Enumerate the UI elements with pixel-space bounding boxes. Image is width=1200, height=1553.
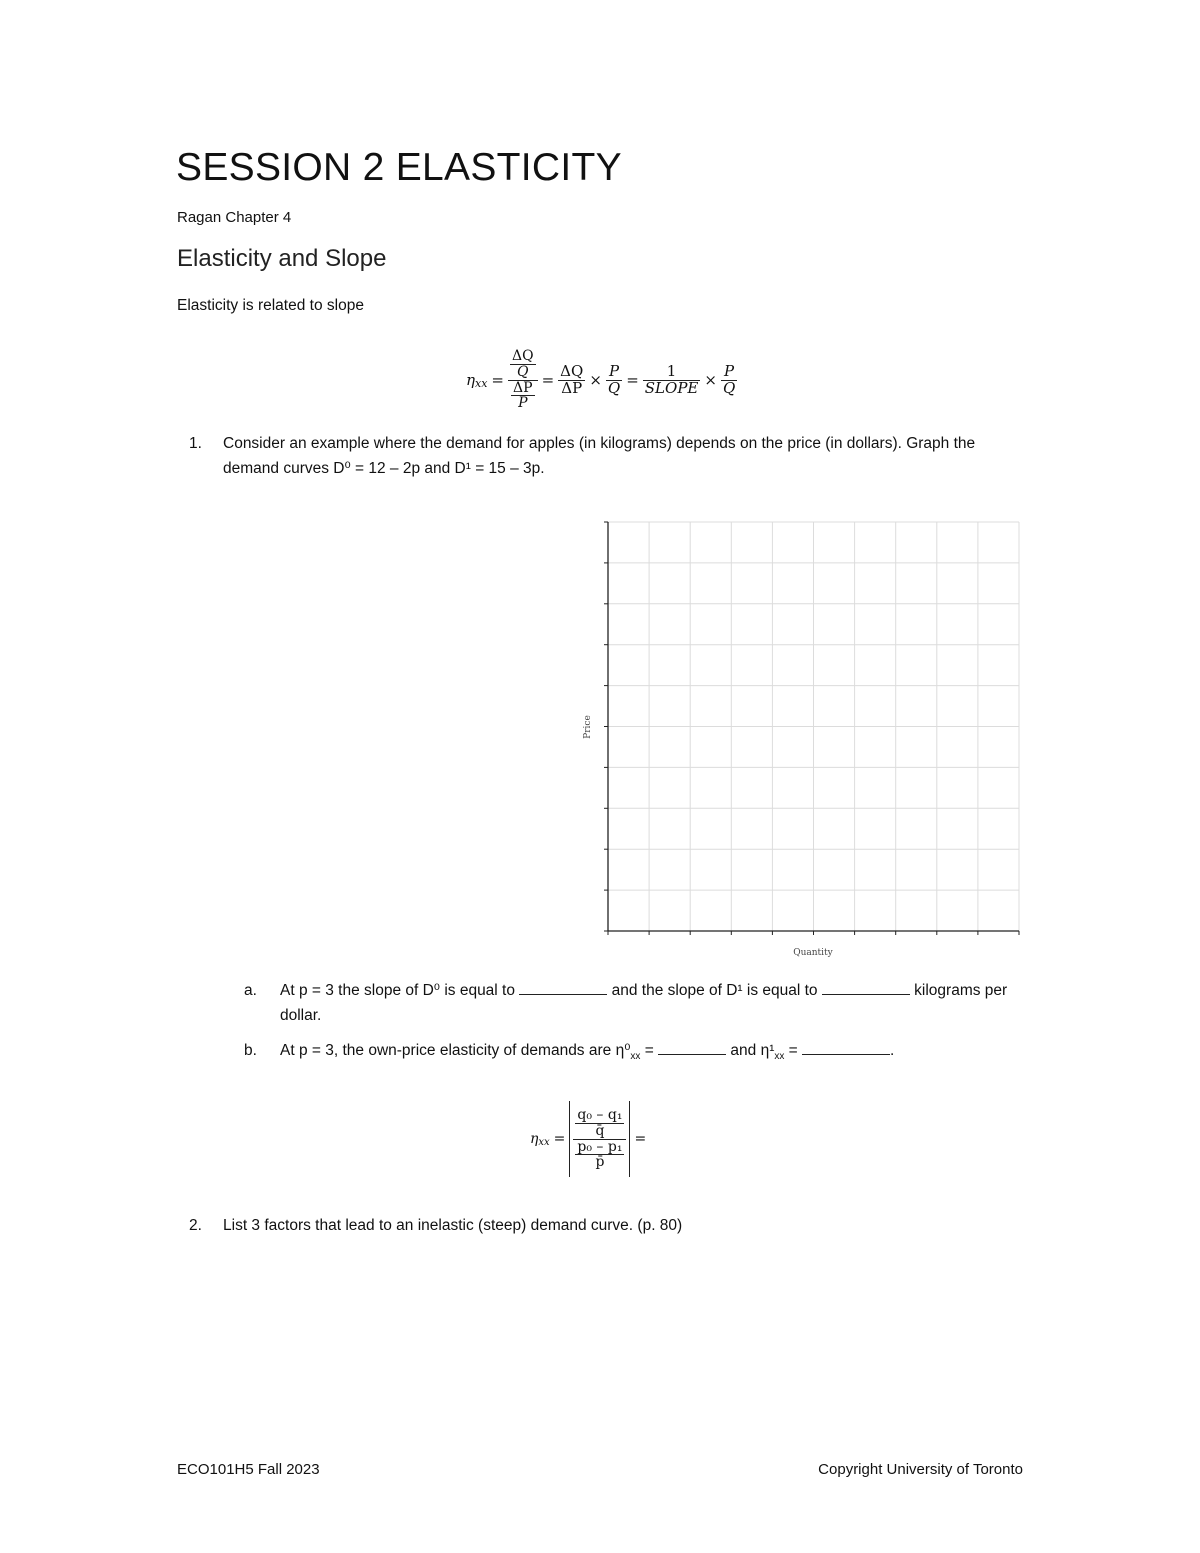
- equals-sign: =: [634, 1131, 647, 1147]
- answer-blank-elasticity-d1[interactable]: [802, 1040, 890, 1055]
- question-1-line-1: Consider an example where the demand for apples (in kilograms) depends on the price (in dollars). Graph the: [223, 435, 976, 452]
- p-over-q-fraction: [606, 361, 622, 397]
- p-symbol: P: [724, 361, 735, 380]
- p-over-q-fraction: [721, 361, 737, 397]
- absolute-value-bars: [569, 1101, 630, 1177]
- one-symbol: 1: [666, 361, 677, 380]
- midpoint-elasticity-formula: [530, 1100, 650, 1178]
- p-difference: p₀ – p₁: [577, 1138, 623, 1155]
- question-1-number: 1.: [189, 435, 202, 452]
- delta-q: ΔQ: [560, 361, 584, 380]
- elasticity-slope-formula: [466, 340, 737, 420]
- question-1b-text-1: At p = 3, the own-price elasticity of demands are η⁰: [280, 1042, 631, 1059]
- equals-sign: =: [541, 371, 555, 389]
- answer-blank-slope-d0[interactable]: [519, 980, 607, 995]
- demand-graph[interactable]: [570, 515, 1030, 965]
- midpoint-fraction: [573, 1108, 626, 1170]
- question-1b-equals: =: [784, 1042, 798, 1059]
- subscript-xx: xx: [630, 1051, 641, 1063]
- answer-blank-elasticity-d0[interactable]: [658, 1040, 726, 1055]
- question-1b-line: [280, 1038, 894, 1069]
- question-1a-text-3: kilograms per: [914, 982, 1008, 999]
- section-heading: Elasticity and Slope: [177, 245, 387, 272]
- question-1a-text-1: At p = 3 the slope of D⁰ is equal to: [280, 982, 515, 999]
- delta-q: ΔQ: [512, 348, 534, 365]
- subscript-xx: xx: [774, 1051, 785, 1063]
- question-1a-text-2: and the slope of D¹ is equal to: [611, 982, 818, 999]
- question-2-number: 2.: [189, 1217, 202, 1234]
- equals-sign: =: [491, 371, 504, 389]
- y-axis-label: Price: [583, 715, 593, 739]
- q-symbol: Q: [607, 378, 621, 397]
- dq-dp-fraction: [558, 361, 585, 397]
- question-1b-letter: b.: [244, 1042, 257, 1059]
- footer-course: ECO101H5 Fall 2023: [177, 1461, 320, 1478]
- q-difference: q₀ – q₁: [577, 1107, 623, 1124]
- times-sign: ×: [589, 371, 602, 389]
- slope-symbol: SLOPE: [644, 378, 699, 397]
- question-1a-letter: a.: [244, 982, 257, 999]
- q-average: q̄: [595, 1122, 605, 1139]
- question-1b-equals: =: [640, 1042, 654, 1059]
- question-1b-period: .: [890, 1042, 895, 1059]
- axis-ticks: [604, 522, 1019, 935]
- p-average: p̄: [595, 1154, 605, 1171]
- question-1b-text-2: and η¹: [730, 1042, 775, 1059]
- equals-sign: =: [553, 1131, 566, 1147]
- answer-blank-slope-d1[interactable]: [822, 980, 910, 995]
- p-symbol: P: [518, 395, 528, 412]
- q-symbol: Q: [517, 363, 529, 380]
- question-1a-line-2: dollar.: [280, 1007, 322, 1024]
- eta-symbol: η: [466, 371, 475, 389]
- page-title: SESSION 2 ELASTICITY: [176, 146, 622, 189]
- delta-p: ΔP: [561, 378, 583, 397]
- question-1-line-2: demand curves D⁰ = 12 – 2p and D¹ = 15 – 3p.: [223, 460, 545, 477]
- footer-copyright: Copyright University of Toronto: [818, 1461, 1023, 1478]
- q-symbol: Q: [722, 378, 736, 397]
- x-axis-label: Quantity: [793, 948, 833, 958]
- eta-subscript: xx: [538, 1136, 550, 1148]
- equals-sign: =: [626, 371, 639, 389]
- one-over-slope-fraction: [643, 361, 701, 397]
- graph-grid: [608, 522, 1019, 931]
- question-1a-line-1: [280, 978, 1007, 1003]
- question-2-text: List 3 factors that lead to an inelastic (steep) demand curve. (p. 80): [223, 1217, 683, 1234]
- p-symbol: P: [609, 361, 620, 380]
- chapter-reference: Ragan Chapter 4: [177, 209, 292, 226]
- times-sign: ×: [704, 371, 717, 389]
- intro-text: Elasticity is related to slope: [177, 297, 364, 314]
- eta-subscript: xx: [475, 376, 488, 390]
- eta-symbol: η: [530, 1131, 539, 1147]
- delta-p: ΔP: [513, 379, 533, 396]
- compound-fraction: [508, 349, 538, 411]
